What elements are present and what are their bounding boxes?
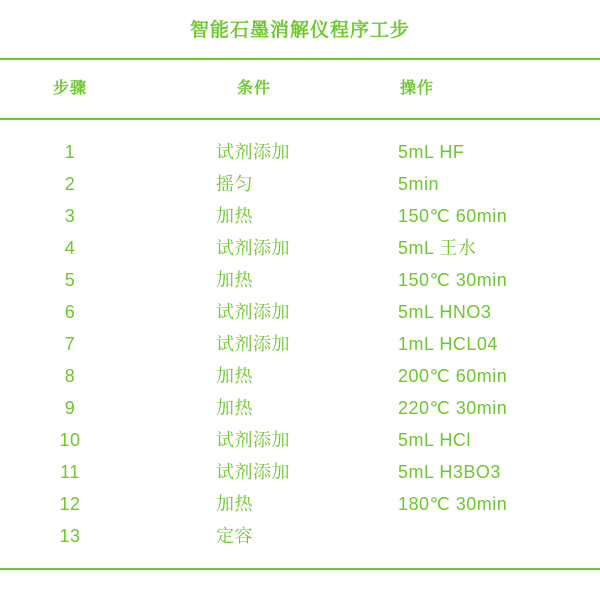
condition-cell: 试剂添加 [216, 430, 290, 450]
condition-cell: 摇匀 [216, 174, 253, 194]
condition-cell: 加热 [216, 398, 253, 418]
condition-cell: 定容 [216, 526, 253, 546]
condition-cell: 加热 [216, 366, 253, 386]
condition-cell: 试剂添加 [216, 142, 290, 162]
table-row [0, 232, 600, 264]
operation-cell: 150℃ 30min [398, 270, 508, 290]
step-number: 10 [59, 430, 81, 450]
table-row [0, 296, 600, 328]
operation-cell: 5mL HNO3 [398, 302, 492, 322]
condition-cell: 试剂添加 [216, 334, 290, 354]
header-operation: 操作 [400, 80, 435, 97]
table-row [0, 520, 600, 552]
table-row [0, 488, 600, 520]
condition-cell: 加热 [216, 494, 253, 514]
condition-cell: 试剂添加 [216, 302, 290, 322]
operation-cell: 220℃ 30min [398, 398, 508, 418]
step-number: 11 [60, 462, 80, 482]
table-body [0, 120, 600, 568]
table-row [0, 168, 600, 200]
step-number: 4 [64, 238, 76, 258]
step-number: 13 [59, 526, 81, 546]
table-row [0, 360, 600, 392]
table-row [0, 264, 600, 296]
operation-cell: 180℃ 30min [398, 494, 508, 514]
operation-cell: 5mL 王水 [398, 238, 477, 258]
step-number: 1 [64, 142, 76, 162]
condition-cell: 试剂添加 [216, 238, 290, 258]
operation-cell: 5mL H3BO3 [398, 462, 501, 482]
operation-cell: 5mL HF [398, 142, 465, 162]
table-row [0, 392, 600, 424]
table-header-row [0, 60, 600, 118]
step-number: 8 [64, 366, 76, 386]
step-number: 5 [64, 270, 76, 290]
condition-cell: 加热 [216, 270, 253, 290]
table-row [0, 456, 600, 488]
operation-cell: 200℃ 60min [398, 366, 508, 386]
operation-cell: 150℃ 60min [398, 206, 508, 226]
step-number: 7 [64, 334, 76, 354]
operation-cell: 1mL HCL04 [398, 334, 498, 354]
step-number: 12 [59, 494, 81, 514]
table-row [0, 424, 600, 456]
step-number: 2 [64, 174, 76, 194]
operation-cell: 5mL HCl [398, 430, 471, 450]
table-row [0, 136, 600, 168]
page-title: 智能石墨消解仪程序工步 [189, 20, 410, 41]
step-number: 3 [64, 206, 76, 226]
table-row [0, 328, 600, 360]
operation-cell: 5min [398, 174, 440, 194]
bottom-divider [0, 568, 600, 570]
header-step: 步骤 [52, 80, 87, 97]
condition-cell: 试剂添加 [216, 462, 290, 482]
condition-cell: 加热 [216, 206, 253, 226]
header-condition: 条件 [237, 80, 272, 97]
step-number: 6 [64, 302, 76, 322]
step-number: 9 [64, 398, 76, 418]
table-row [0, 200, 600, 232]
